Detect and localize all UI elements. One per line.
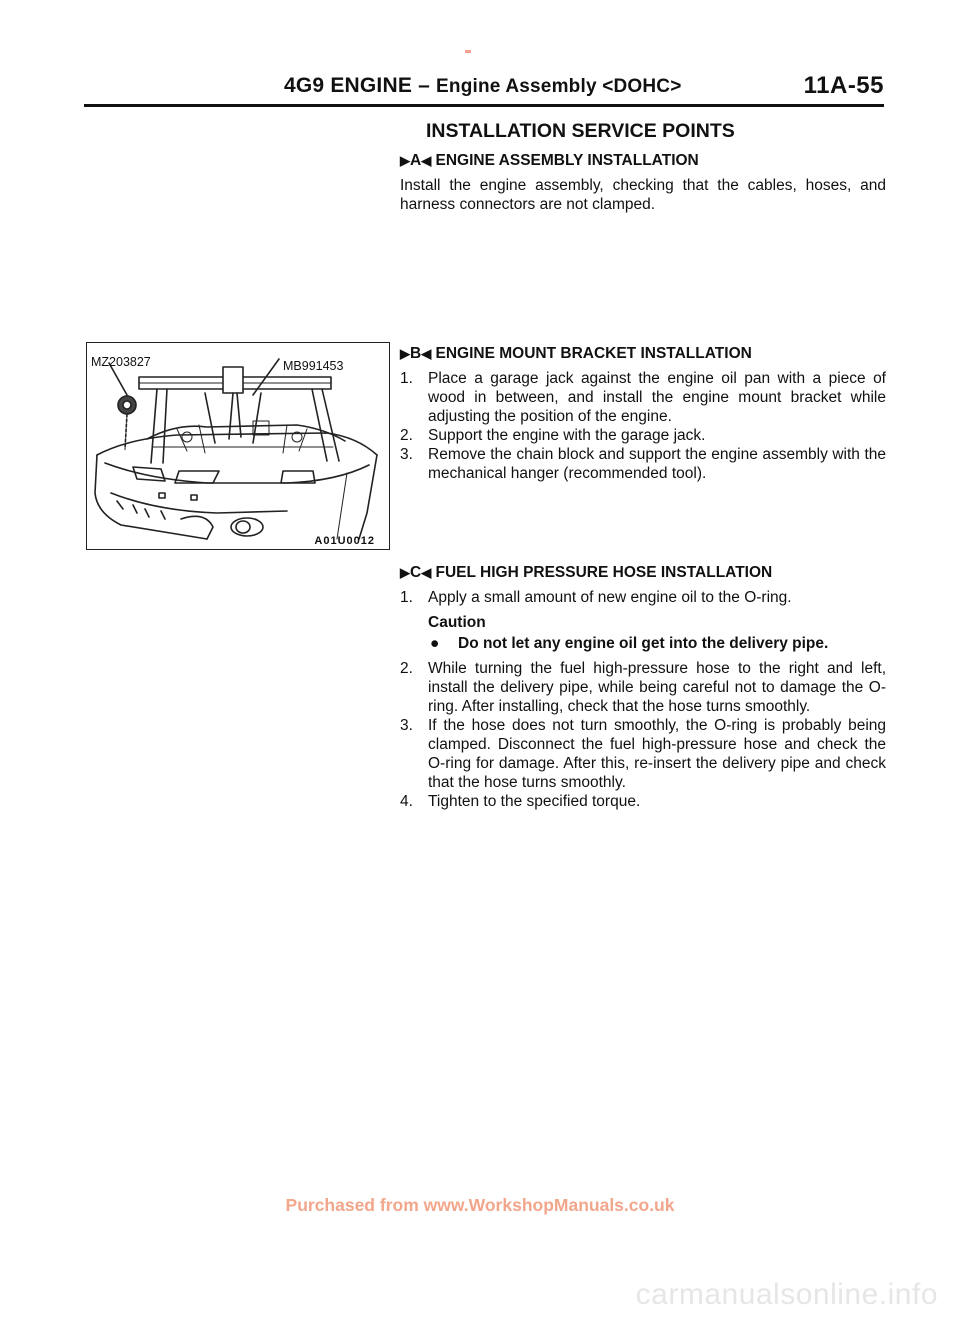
- step-item: [400, 426, 886, 445]
- point-c-title: FUEL HIGH PRESSURE HOSE INSTALLATION: [435, 564, 773, 581]
- step-number: 2.: [400, 427, 413, 444]
- step-number: 4.: [400, 793, 413, 810]
- point-a-title: ENGINE ASSEMBLY INSTALLATION: [435, 152, 699, 169]
- point-b-heading: [400, 344, 886, 363]
- step-text: Place a garage jack against the engine oil pan with a piece of wood in between, and install the engine mount bracket while adjusting the position of the engine.: [428, 370, 886, 425]
- step-item: [400, 659, 886, 716]
- left-triangle-icon: ◀: [421, 565, 432, 580]
- header-dash: –: [418, 74, 430, 97]
- header-section-title: [284, 74, 682, 98]
- right-triangle-icon: ▶: [400, 346, 410, 361]
- right-triangle-icon: ▶: [400, 565, 410, 580]
- point-c-heading: [400, 563, 886, 582]
- point-a-section: [400, 151, 886, 214]
- point-c-marker: C: [410, 564, 422, 581]
- bullet-icon: ●: [430, 635, 440, 652]
- left-triangle-icon: ◀: [421, 346, 432, 361]
- step-item: [400, 588, 886, 607]
- figure-label-mz203827: MZ203827: [91, 355, 151, 369]
- header-chapter-title: Engine Assembly <DOHC>: [436, 76, 682, 97]
- right-triangle-icon: ▶: [400, 153, 410, 168]
- step-number: 1.: [400, 370, 413, 387]
- point-b-title: ENGINE MOUNT BRACKET INSTALLATION: [435, 345, 752, 362]
- header-engine-label: 4G9 ENGINE: [284, 74, 413, 97]
- header-rule: [84, 104, 884, 107]
- step-item: [400, 445, 886, 483]
- section-title: INSTALLATION SERVICE POINTS: [426, 120, 735, 142]
- step-number: 2.: [400, 660, 413, 677]
- step-item: [400, 716, 886, 792]
- step-number: 3.: [400, 446, 413, 463]
- site-watermark: carmanualsonline.info: [635, 1278, 938, 1311]
- figure-code: A01U0012: [314, 535, 375, 547]
- step-text: While turning the fuel high-pressure hose to the right and left, install the delivery pipe, while being careful not to damage the O-ring. After installing, check that the hose turns smoothly.: [428, 660, 886, 715]
- page-header: [84, 74, 884, 108]
- caution-item: [428, 634, 886, 653]
- caution-label: Caution: [428, 614, 486, 631]
- caution-block: [400, 613, 886, 653]
- point-b-section: [400, 344, 886, 483]
- point-a-marker: A: [410, 152, 422, 169]
- caution-text: Do not let any engine oil get into the delivery pipe.: [458, 635, 829, 652]
- step-number: 3.: [400, 717, 413, 734]
- engine-hanger-figure: [86, 342, 390, 550]
- left-triangle-icon: ◀: [421, 153, 432, 168]
- figure-label-mb991453: MB991453: [283, 359, 344, 373]
- page-number: 11A-55: [803, 72, 884, 99]
- point-b-steps: [400, 369, 886, 483]
- point-c-section: [400, 563, 886, 811]
- step-text: Support the engine with the garage jack.: [428, 427, 706, 444]
- step-text: Tighten to the specified torque.: [428, 793, 641, 810]
- purchase-watermark: Purchased from www.WorkshopManuals.co.uk: [285, 1195, 675, 1215]
- scan-mark: [465, 50, 471, 53]
- point-b-marker: B: [410, 345, 422, 362]
- step-item: [400, 369, 886, 426]
- step-text: If the hose does not turn smoothly, the O-ring is probably being clamped. Disconnect the fuel high-pressure hose and check the O-ring for damage. After this, re-insert the delivery pipe and check that the hose turns smoothly.: [428, 717, 886, 791]
- point-c-steps: [400, 588, 886, 607]
- point-a-heading: [400, 151, 886, 170]
- step-item: [400, 792, 886, 811]
- step-text: Remove the chain block and support the engine assembly with the mechanical hanger (recommended tool).: [428, 446, 886, 482]
- point-a-body: Install the engine assembly, checking that the cables, hoses, and harness connectors are not clamped.: [400, 177, 886, 213]
- step-text: Apply a small amount of new engine oil to the O-ring.: [428, 589, 792, 606]
- engine-hanger-illustration: [87, 343, 389, 549]
- point-c-steps-continued: [400, 659, 886, 811]
- step-number: 1.: [400, 589, 413, 606]
